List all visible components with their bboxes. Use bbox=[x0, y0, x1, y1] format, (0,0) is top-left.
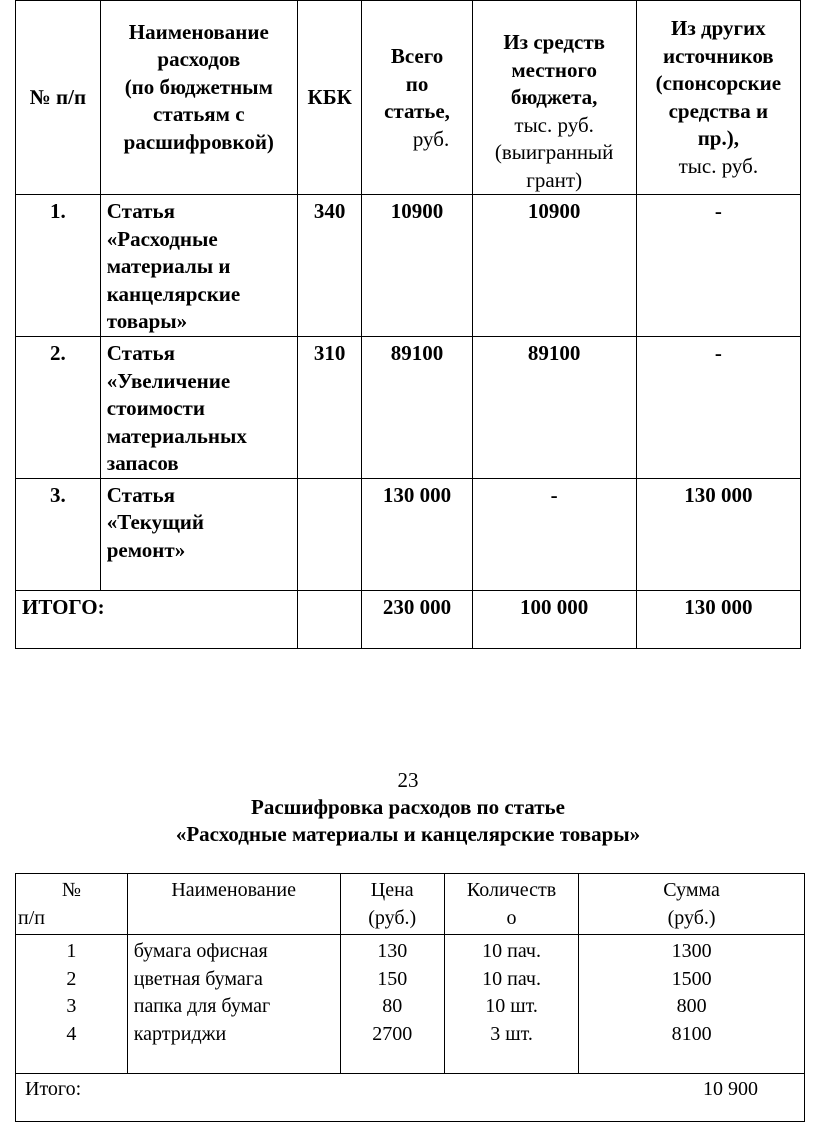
detail-table-body bbox=[16, 935, 805, 1074]
item-qtys bbox=[444, 935, 578, 1074]
list-item: 80 bbox=[382, 995, 403, 1017]
page-number: 23 bbox=[397, 768, 419, 792]
list-item: цветная бумага bbox=[133, 967, 263, 990]
row-total: 89100 bbox=[362, 337, 472, 479]
list-item: 4 bbox=[66, 1022, 77, 1045]
list-item: 8100 bbox=[671, 1022, 712, 1045]
table-row bbox=[16, 337, 801, 479]
row-name: Статья «Расходные материалы и канцелярские товары» bbox=[100, 195, 297, 337]
list-item: 10 пач. bbox=[482, 967, 541, 990]
row-local: 89100 bbox=[472, 337, 636, 479]
budget-table-header bbox=[16, 1, 801, 195]
list-item: 3 шт. bbox=[490, 1022, 533, 1045]
list-item: 2 bbox=[66, 967, 77, 990]
list-item: 150 bbox=[377, 967, 408, 990]
item-sums bbox=[579, 935, 805, 1074]
row-total: 130 000 bbox=[362, 478, 472, 590]
header-total: Всего по статье, руб. bbox=[362, 1, 472, 195]
row-other: - bbox=[636, 337, 800, 479]
item-prices bbox=[340, 935, 444, 1074]
list-item: 1500 bbox=[671, 967, 712, 990]
row-kbk: 310 bbox=[297, 337, 362, 479]
detail-total-row bbox=[16, 1074, 805, 1122]
detail-total-label: Итого: bbox=[25, 1078, 82, 1100]
header-other: Из других источников (спонсорские средства и пр.), тыс. руб. bbox=[636, 1, 800, 195]
table-row bbox=[16, 478, 801, 590]
row-name: Статья «Текущий ремонт» bbox=[100, 478, 297, 590]
row-num: 2. bbox=[16, 337, 101, 479]
list-item: 10 шт. bbox=[485, 995, 538, 1017]
row-local: - bbox=[472, 478, 636, 590]
row-num: 3. bbox=[16, 478, 101, 590]
list-item: 2700 bbox=[372, 1022, 413, 1045]
total-label: ИТОГО: bbox=[16, 590, 298, 648]
item-nums bbox=[16, 935, 128, 1074]
row-name: Статья «Увеличение стоимости материальных запасов bbox=[100, 337, 297, 479]
list-item: папка для бумаг bbox=[133, 995, 271, 1017]
header-name: Наименование bbox=[127, 874, 340, 935]
header-price: Цена (руб.) bbox=[340, 874, 444, 935]
header-qty: Количеств о bbox=[444, 874, 578, 935]
total-other: 130 000 bbox=[636, 590, 800, 648]
row-kbk: 340 bbox=[297, 195, 362, 337]
list-item: 1300 bbox=[671, 940, 712, 962]
header-local: Из средств местного бюджета, тыс. руб. (выигранный грант) bbox=[472, 1, 636, 195]
header-kbk: КБК bbox=[297, 1, 362, 195]
section-title: Расшифровка расходов по статье bbox=[251, 795, 565, 819]
list-item: картриджи bbox=[133, 1022, 227, 1045]
row-other: - bbox=[636, 195, 800, 337]
list-item: 10 пач. bbox=[482, 940, 541, 962]
list-item: бумага офисная bbox=[133, 940, 268, 962]
list-item: 800 bbox=[676, 995, 707, 1017]
total-local: 100 000 bbox=[472, 590, 636, 648]
budget-table bbox=[15, 0, 801, 649]
list-item: 1 bbox=[66, 940, 77, 962]
list-item: 3 bbox=[66, 995, 77, 1017]
header-num: № п/п bbox=[16, 874, 128, 935]
row-other: 130 000 bbox=[636, 478, 800, 590]
table-total-row bbox=[16, 590, 801, 648]
row-total: 10900 bbox=[362, 195, 472, 337]
detail-table bbox=[15, 873, 805, 1122]
table-row bbox=[16, 195, 801, 337]
header-num: № п/п bbox=[16, 1, 101, 195]
item-names bbox=[127, 935, 340, 1074]
detail-table-header bbox=[16, 874, 805, 935]
row-local: 10900 bbox=[472, 195, 636, 337]
header-sum: Сумма (руб.) bbox=[579, 874, 805, 935]
total-kbk-empty bbox=[297, 590, 362, 648]
list-item: 130 bbox=[377, 940, 408, 962]
row-num: 1. bbox=[16, 195, 101, 337]
detail-total-value: 10 900 bbox=[703, 1078, 758, 1100]
section-subtitle: «Расходные материалы и канцелярские товары» bbox=[175, 822, 641, 846]
detail-total bbox=[16, 1074, 805, 1122]
total-sum: 230 000 bbox=[362, 590, 472, 648]
row-kbk bbox=[297, 478, 362, 590]
header-name: Наименование расходов (по бюджетным статьям с расшифровкой) bbox=[100, 1, 297, 195]
